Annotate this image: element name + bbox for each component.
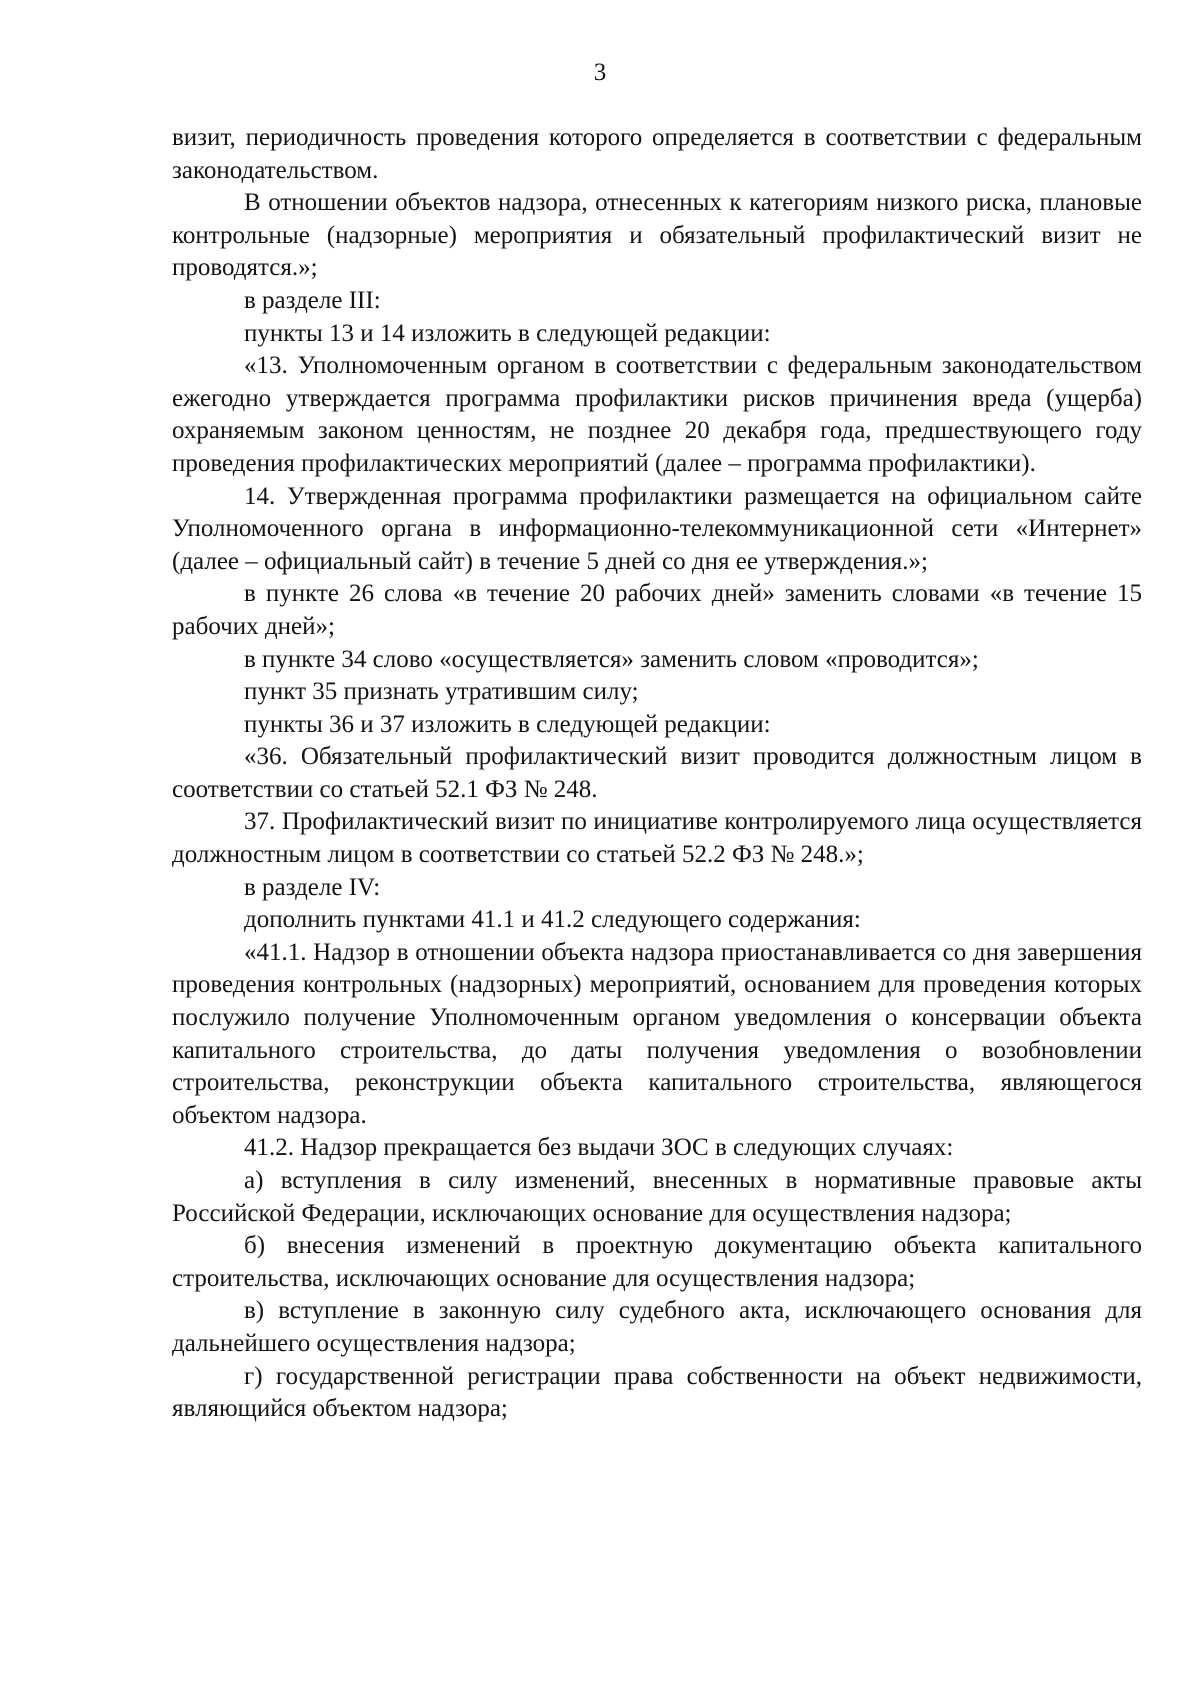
paragraph-14: дополнить пунктами 41.1 и 41.2 следующего содержания: <box>244 906 861 934</box>
paragraph-2: В отношении объектов надзора, отнесенных к категориям низкого риска, плановые контрольные (надзорные) мероприятия и обязательный профилактический визит не проводятся.»; <box>172 189 1142 282</box>
paragraph-17: а) вступления в силу изменений, внесенных в нормативные правовые акты Российской Федерации, исключающих основание для осуществления надзора; <box>172 1167 1142 1227</box>
paragraph-20: г) государственной регистрации права собственности на объект недвижимости, являющийся объектом надзора; <box>172 1362 1142 1423</box>
document-body <box>172 122 1142 1426</box>
paragraph-6: 14. Утвержденная программа профилактики размещается на официальном сайте Уполномоченного органа в информационно-телекоммуникационной сети «Интернет» (далее – официальный сайт) в течение 5 дней со дня ее утверждения.»; <box>172 482 1142 575</box>
paragraph-8: в пункте 34 слово «осуществляется» заменить словом «проводится»; <box>244 645 979 673</box>
paragraph-7: в пункте 26 слова «в течение 20 рабочих дней» заменить словами «в течение 15 рабочих дней»; <box>172 580 1142 640</box>
paragraph-1: визит, периодичность проведения которого определяется в соответствии с федеральным законодательством. <box>172 124 1142 184</box>
paragraph-11: «36. Обязательный профилактический визит проводится должностным лицом в соответствии со статьей 52.1 ФЗ № 248. <box>172 743 1142 803</box>
paragraph-15: «41.1. Надзор в отношении объекта надзора приостанавливается со дня завершения проведения контрольных (надзорных) мероприятий, основанием для проведения которых послужило получение Уполномоченным органом уведомления о консервации объекта капитального строительства, до даты получения уведомления о возобновлении строительства, реконструкции объекта капитального строительства, являющегося объектом надзора. <box>172 938 1142 1129</box>
paragraph-10: пункты 36 и 37 изложить в следующей редакции: <box>244 710 771 738</box>
paragraph-19: в) вступление в законную силу судебного акта, исключающего основания для дальнейшего осуществления надзора; <box>172 1297 1142 1357</box>
paragraph-3: в разделе III: <box>244 286 381 314</box>
paragraph-4: пункты 13 и 14 изложить в следующей редакции: <box>244 319 771 347</box>
paragraph-12: 37. Профилактический визит по инициативе контролируемого лица осуществляется должностным лицом в соответствии со статьей 52.2 ФЗ № 248.»; <box>172 808 1142 869</box>
paragraph-5: «13. Уполномоченным органом в соответствии с федеральным законодательством ежегодно утверждается программа профилактики рисков причинения вреда (ущерба) охраняемым законом ценностям, не позднее 20 декабря года, предшествующего году проведения профилактических мероприятий (далее – программа профилактики). <box>172 352 1142 477</box>
paragraph-13: в разделе IV: <box>244 873 381 901</box>
paragraph-9: пункт 35 признать утратившим силу; <box>244 678 639 706</box>
paragraph-18: б) внесения изменений в проектную документацию объекта капитального строительства, исключающих основание для осуществления надзора; <box>172 1232 1142 1292</box>
page-number: 3 <box>593 59 607 86</box>
paragraph-16: 41.2. Надзор прекращается без выдачи ЗОС в следующих случаях: <box>244 1134 954 1162</box>
